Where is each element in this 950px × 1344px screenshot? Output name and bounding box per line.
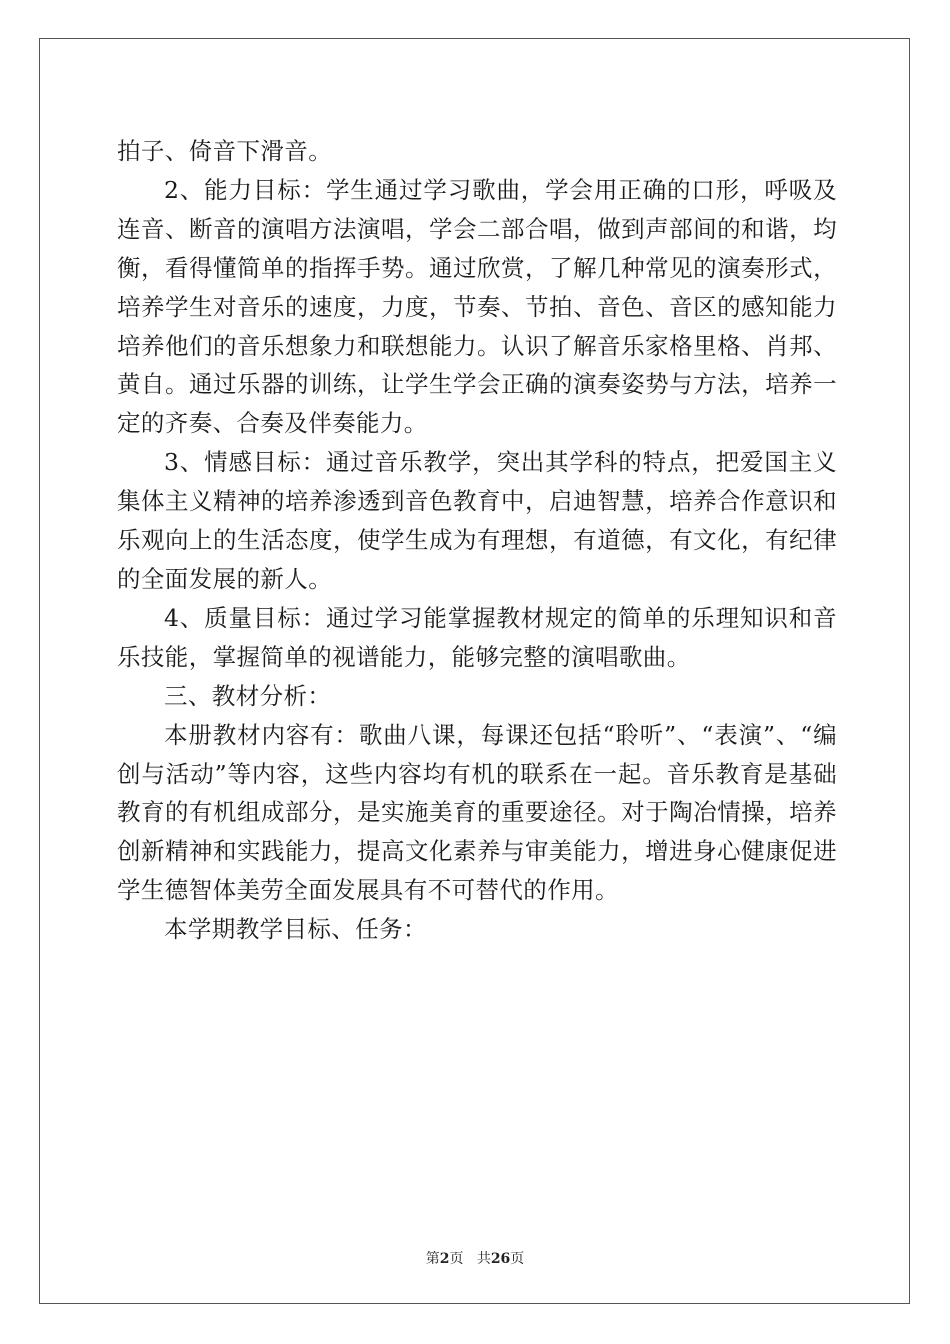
- paragraph-continuation: 拍子、倚音下滑音。: [117, 137, 333, 165]
- page-footer: [0, 1248, 950, 1268]
- total-pages-number: 26: [490, 1251, 511, 1267]
- paragraph-material-content: 本册教材内容有：歌曲八课，每课还包括“聆听”、“表演”、“编创与活动”等内容，这些内容均有机的联系在一起。音乐教育是基础教育的有机组成部分，是实施美育的重要途径。对于陶冶情操，培养创新精神和实践能力，提高文化素养与审美能力，增进身心健康促进学生德智体美劳全面发展具有不可替代的作用。: [117, 720, 837, 905]
- paragraph-semester-goals: 本学期教学目标、任务：: [164, 915, 427, 944]
- paragraph-ability-goal: 2、能力目标：学生通过学习歌曲，学会用正确的口形，呼吸及连音、断音的演唱方法演唱，学会二部合唱，做到声部间的和谐，均衡，看得懂简单的指挥手势。通过欣赏，了解几种常见的演奏形式，培养学生对音乐的速度，力度，节奏、节拍、音色、音区的感知能力培养他们的音乐想象力和联想能力。认识了解音乐家格里格、肖邦、黄自。通过乐器的训练，让学生学会正确的演奏姿势与方法，培养一定的齐奏、合奏及伴奏能力。: [117, 175, 837, 438]
- total-prefix: 共: [476, 1251, 491, 1267]
- document-body: [117, 132, 837, 949]
- total-suffix: 页: [510, 1251, 525, 1267]
- paragraph-emotion-goal: 3、情感目标：通过音乐教学，突出其学科的特点，把爱国主义集体主义精神的培养渗透到音色教育中，启迪智慧，培养合作意识和乐观向上的生活态度，使学生成为有理想，有道德，有文化，有纪律的全面发展的新人。: [117, 448, 837, 593]
- paragraph-quality-goal: 4、质量目标：通过学习能掌握教材规定的简单的乐理知识和音乐技能，掌握简单的视谱能力，能够完整的演唱歌曲。: [117, 603, 837, 671]
- page-prefix: 第: [425, 1251, 440, 1267]
- section-heading-material-analysis: 三、教材分析：: [164, 681, 332, 710]
- page-suffix: 页: [449, 1251, 464, 1267]
- current-page-number: 2: [439, 1251, 450, 1267]
